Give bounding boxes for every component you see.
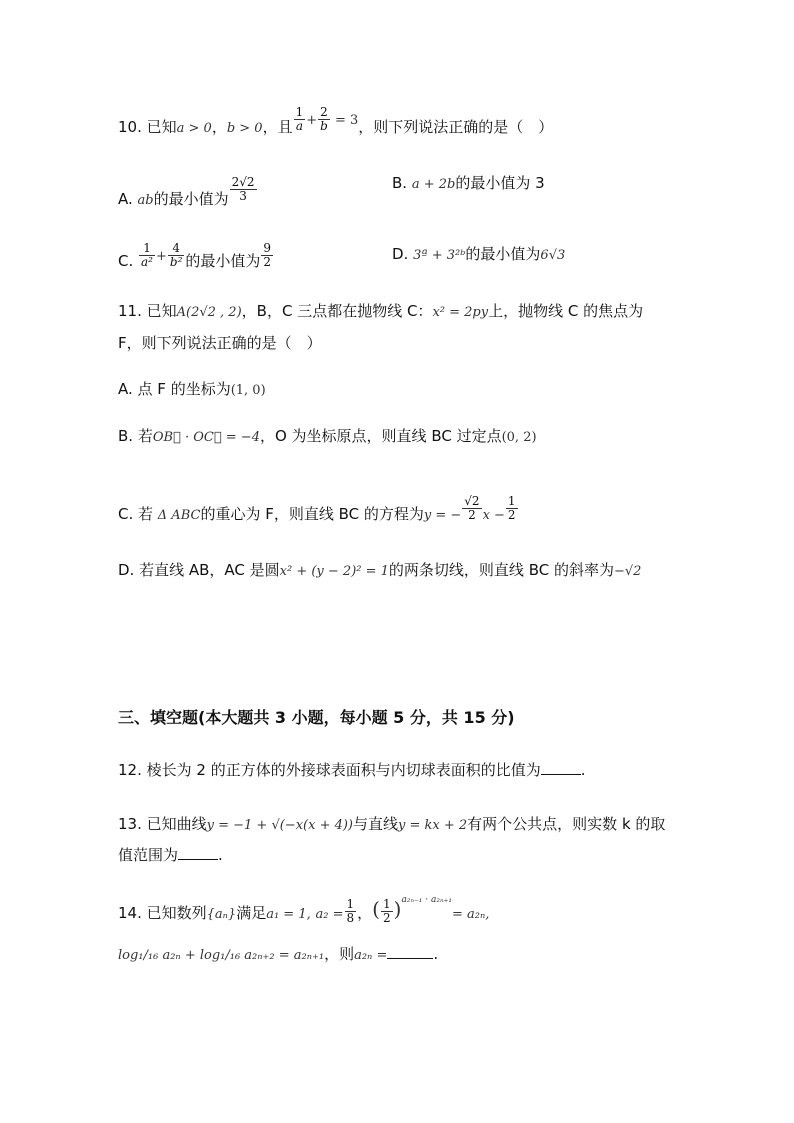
q10-option-a [118,175,258,213]
q10-lead: 10. 已知 [118,118,177,136]
q13-line-eq: y = kx + 2 [398,818,468,833]
q14-line1: 14. 已知数列{aₙ}满足a₁ = 1, a₂ = $\frac{1}{8}$ ，( $\frac{1}{2}$ )$^{a_{2n-1} \cdot a_{2n+1}}$= a₂ₙ, [118,895,490,925]
q11-b-lead: B. 若 [118,427,153,445]
q11-stem-line1 [118,301,643,323]
q14-then: ，则 [324,945,355,963]
q14-line2 [118,944,438,966]
q10-d-text: 的最小值为 [465,245,541,263]
q11-option-b [118,426,537,448]
q14-a2-frac: $\frac{1}{8}$ [346,897,355,925]
q11-b-text: ，O 为坐标原点，则直线 BC 过定点 [259,427,502,445]
q14-a1: a₁ = 1, [266,907,311,922]
q10-cond-b: b > 0 [226,121,263,136]
section-3-title [118,708,515,728]
q13-tail: 有两个公共点，则实数 k 的取 [467,815,666,833]
q10-c-text: 的最小值为 [185,252,261,270]
q10-frac-1-a: $\frac{1}{a}$ [295,105,304,133]
q11-c-text: 的重心为 F，则直线 BC 的方程为 [200,505,424,523]
q11-tail: 上，抛物线 C 的焦点为 [488,302,644,320]
q13-line2-text: 值范围为 [118,846,179,864]
q10-b-text: 的最小值为 3 [455,174,545,192]
q11-d-circle-eq: x² + (y − 2)² = 1 [279,564,389,579]
q12-text: 12. 棱长为 2 的正方体的外接球表面积与内切球表面积的比值为 [118,761,541,779]
q10-option-b [392,173,545,195]
q14-lead: 14. 已知数列 [118,904,207,922]
q11-lead: 11. 已知 [118,302,177,320]
q14-seq: {aₙ} [206,907,237,922]
q11-c-x-minus: x − [482,508,505,523]
q13-curve-eq: y = −1 + √(−x(x + 4)) [206,818,354,833]
q10-d-value: 6√3 [540,248,566,263]
q14-log-expr: log₁/₁₆ a₂ₙ + log₁/₁₆ a₂ₙ₊₂ = a₂ₙ₊₁ [118,948,325,963]
q11-a-text: A. 点 F 的坐标为 [118,380,231,398]
q11-c-frac-sqrt2: $\frac{√2}{2}$ [464,494,480,522]
q10-stem: 10. 已知a > 0，b > 0，且 $\frac{1}{a}$ + $\frac{2}{b}$ = 3，则下列说法正确的是（ ） [118,105,554,136]
q13-line1 [118,814,665,836]
q11-stem-line2 [118,333,322,353]
q10-d-expr: 3ª + 3²ᵇ [413,248,466,263]
q14-sep: ， [357,904,373,922]
q10-c-frac2: $\frac{4}{\text{b²}}$ [169,241,183,269]
q10-cond-a: a > 0 [176,121,212,136]
q10-sep1: ， [211,118,227,136]
q10-a-label: A. [118,190,133,208]
q10-frac-2-b: $\frac{2}{b}$ [320,105,328,133]
q14-ask: a₂ₙ = [354,948,388,963]
q12-answer-blank[interactable] [541,760,581,775]
q11-b-expr: OB⃗ · OC⃗ = −4 [152,430,260,445]
q11-c-eq-lhs: y = − [423,508,462,523]
q12-end: . [580,761,586,779]
q12 [118,760,586,780]
q13-line2 [118,845,223,865]
q13-end: . [218,846,223,864]
q11-line2: F，则下列说法正确的是（ ） [118,334,322,352]
section-3-title-text: 三、填空题(本大题共 3 小题，每小题 5 分，共 15 分) [118,708,515,727]
q14-pow-base: $\frac{1}{2}$ [382,897,391,925]
q14-a2-lhs: a₂ = [315,907,344,922]
q11-d-value: −√2 [613,564,642,579]
q14-mid: 满足 [236,904,267,922]
q10-c-value: $\frac{9}{2}$ [263,241,272,269]
q10-option-c: C. $\frac{1}{\text{a²}}$ + $\frac{4}{\text{b²}}$ 的最小值为 $\frac{9}{2}$ [118,241,272,270]
q10-a-text: 的最小值为 [153,190,229,208]
q11-option-d [118,560,641,582]
q13-lead: 13. 已知曲线 [118,815,207,833]
q11-d-text: 的两条切线，则直线 BC 的斜率为 [388,561,614,579]
q11-b-value: (0, 2) [501,430,537,445]
q13-mid: 与直线 [353,815,399,833]
q14-pow-exponent: a₂ₙ₋₁ · a₂ₙ₊₁ [401,895,452,905]
q11-parabola-eq: x² = 2py [432,305,489,320]
q10-eq-rhs: = 3 [330,113,359,128]
q11-a-value: (1, 0) [230,383,266,398]
q10-a-value: $\frac{2√2}{3}$ [231,175,255,203]
q10-sep2: ，且 [262,118,293,136]
q11-c-frac-half: $\frac{1}{2}$ [507,494,516,522]
q13-answer-blank[interactable] [178,845,218,860]
q10-option-d [392,244,565,266]
q10-a-expr: ab [137,193,154,208]
q10-c-frac1: $\frac{1}{\text{a²}}$ [141,241,153,269]
q11-c-expr: Δ ABC [157,508,201,523]
q10-d-label: D. [392,245,409,263]
q11-option-a [118,379,266,401]
q11-option-c [118,494,519,528]
q11-point-a: A(2√2 , 2) [176,305,242,320]
q10-c-label: C. [118,252,134,270]
q10-b-expr: a + 2b [411,177,456,192]
q11-mid: ，B，C 三点都在抛物线 C： [241,302,433,320]
q10-tail: ，则下列说法正确的是（ ） [358,118,554,136]
q11-d-lead: D. 若直线 AB，AC 是圆 [118,561,280,579]
q14-end: . [433,945,439,963]
q11-c-lead: C. 若 [118,505,158,523]
q14-answer-blank[interactable] [387,944,433,959]
q10-b-label: B. [392,174,408,192]
q14-pow-rhs: = a₂ₙ, [451,907,490,922]
